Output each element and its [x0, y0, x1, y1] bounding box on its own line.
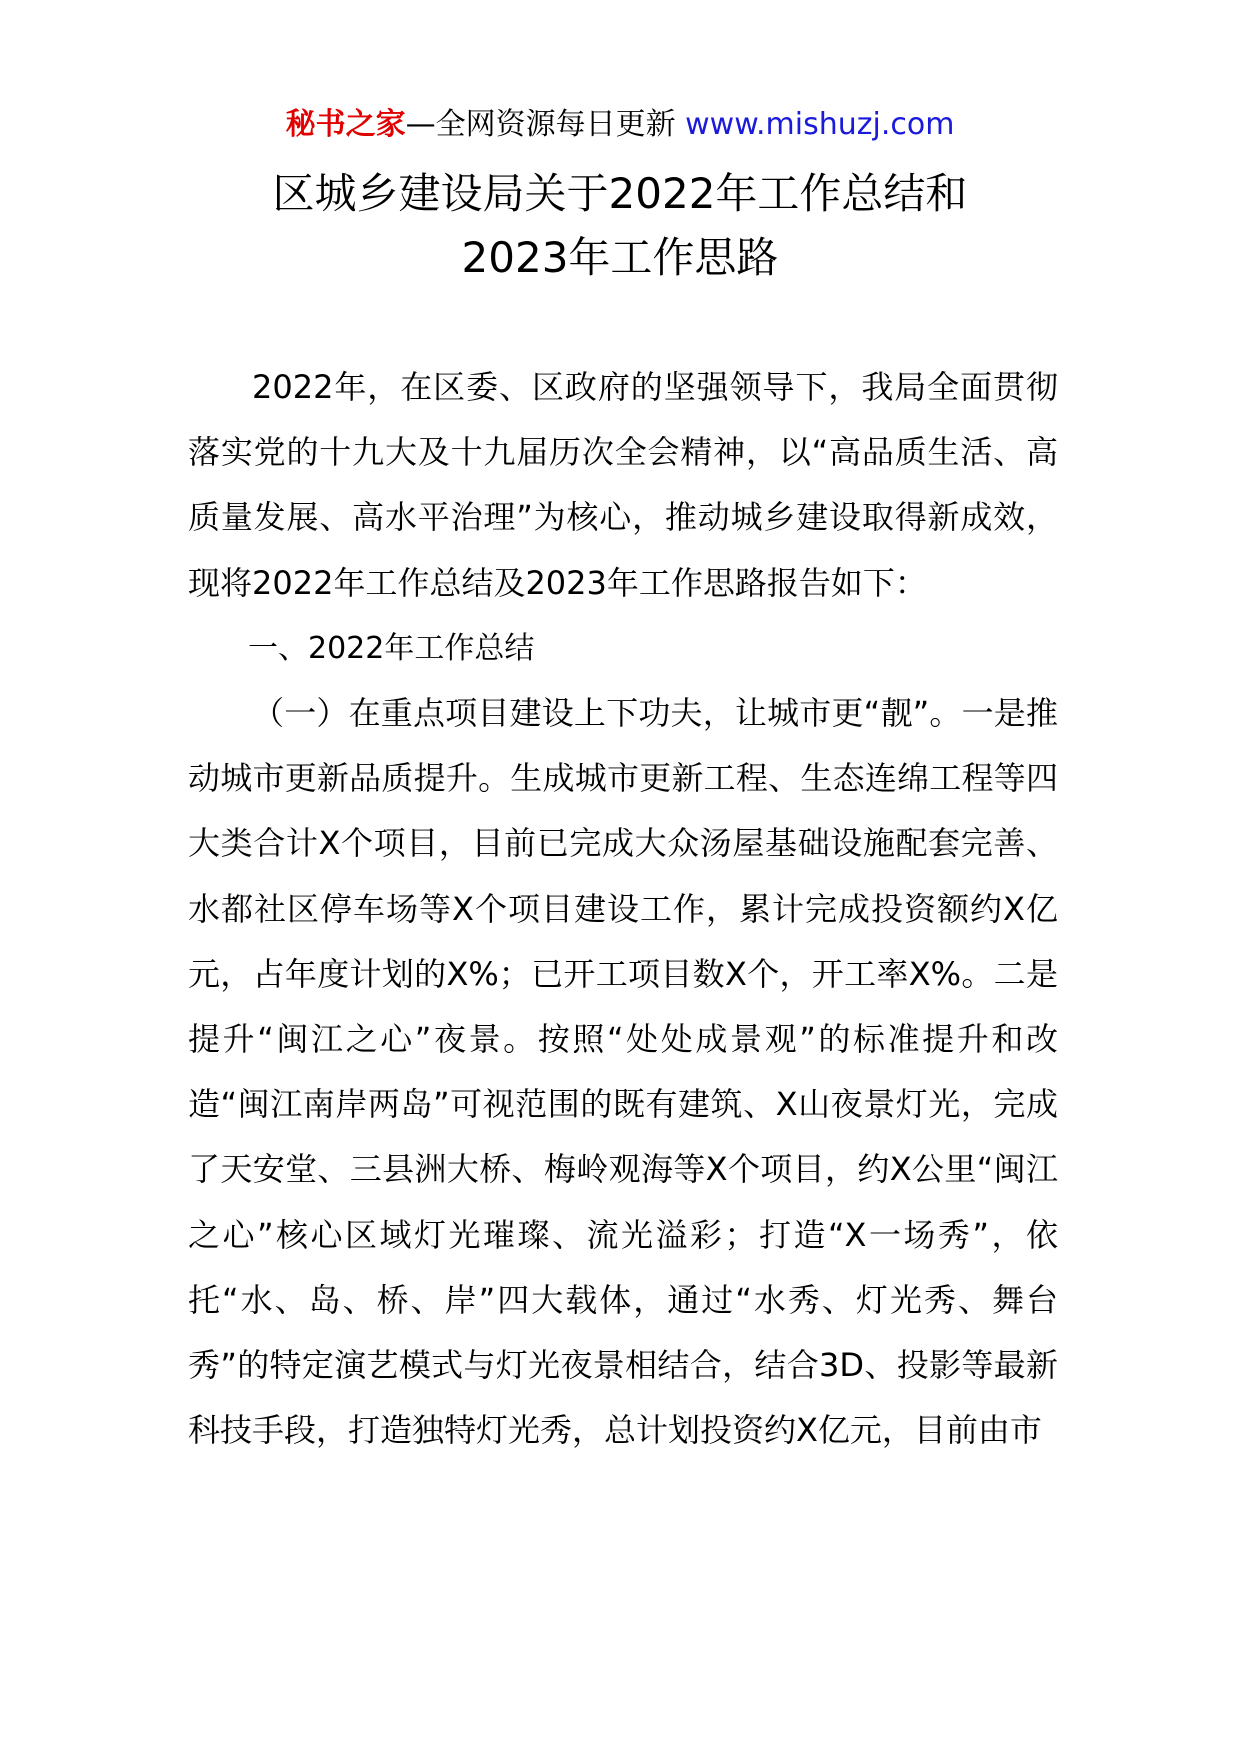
title-line-1: 区城乡建设局关于2022年工作总结和: [272, 169, 968, 218]
document-title: [0, 162, 1240, 290]
brand-name: 秘书之家: [285, 107, 406, 142]
site-url-link[interactable]: www.mishuzj.com: [685, 107, 955, 142]
section-heading: 一、2022年工作总结: [248, 630, 535, 666]
header-slogan: —全网资源每日更新: [405, 107, 686, 142]
subsection-paragraph: （一）在重点项目建设上下功夫，让城市更“靓”。一是推动城市更新品质提升。生成城市更新工程、生态连绵工程等四大类合计X个项目，目前已完成大众汤屋基础设施配套完善、水都社区停车场等X个项目建设工作，累计完成投资额约X亿元，占年度计划的X%；已开工项目数X个，开工率X%。二是提升“闽江之心”夜景。按照“处处成景观”的标准提升和改造“闽江南岸两岛”可视范围的既有建筑、X山夜景灯光，完成了天安堂、三县洲大桥、梅岭观海等X个项目，约X公里“闽江之心”核心区域灯光璀璨、流光溢彩；打造“X一场秀”，依托“水、岛、桥、岸”四大载体，通过“水秀、灯光秀、舞台秀”的特定演艺模式与灯光夜景相结合，结合3D、投影等最新科技手段，打造独特灯光秀，总计划投资约X亿元，目前由市: [188, 694, 1058, 1450]
site-header: [0, 100, 1240, 150]
document-body: [188, 355, 1058, 1463]
title-line-2: 2023年工作思路: [461, 233, 779, 282]
intro-paragraph: 2022年，在区委、区政府的坚强领导下，我局全面贯彻落实党的十九大及十九届历次全会精神，以“高品质生活、高质量发展、高水平治理”为核心，推动城乡建设取得新成效，现将2022年工作总结及2023年工作思路报告如下：: [188, 368, 1058, 602]
